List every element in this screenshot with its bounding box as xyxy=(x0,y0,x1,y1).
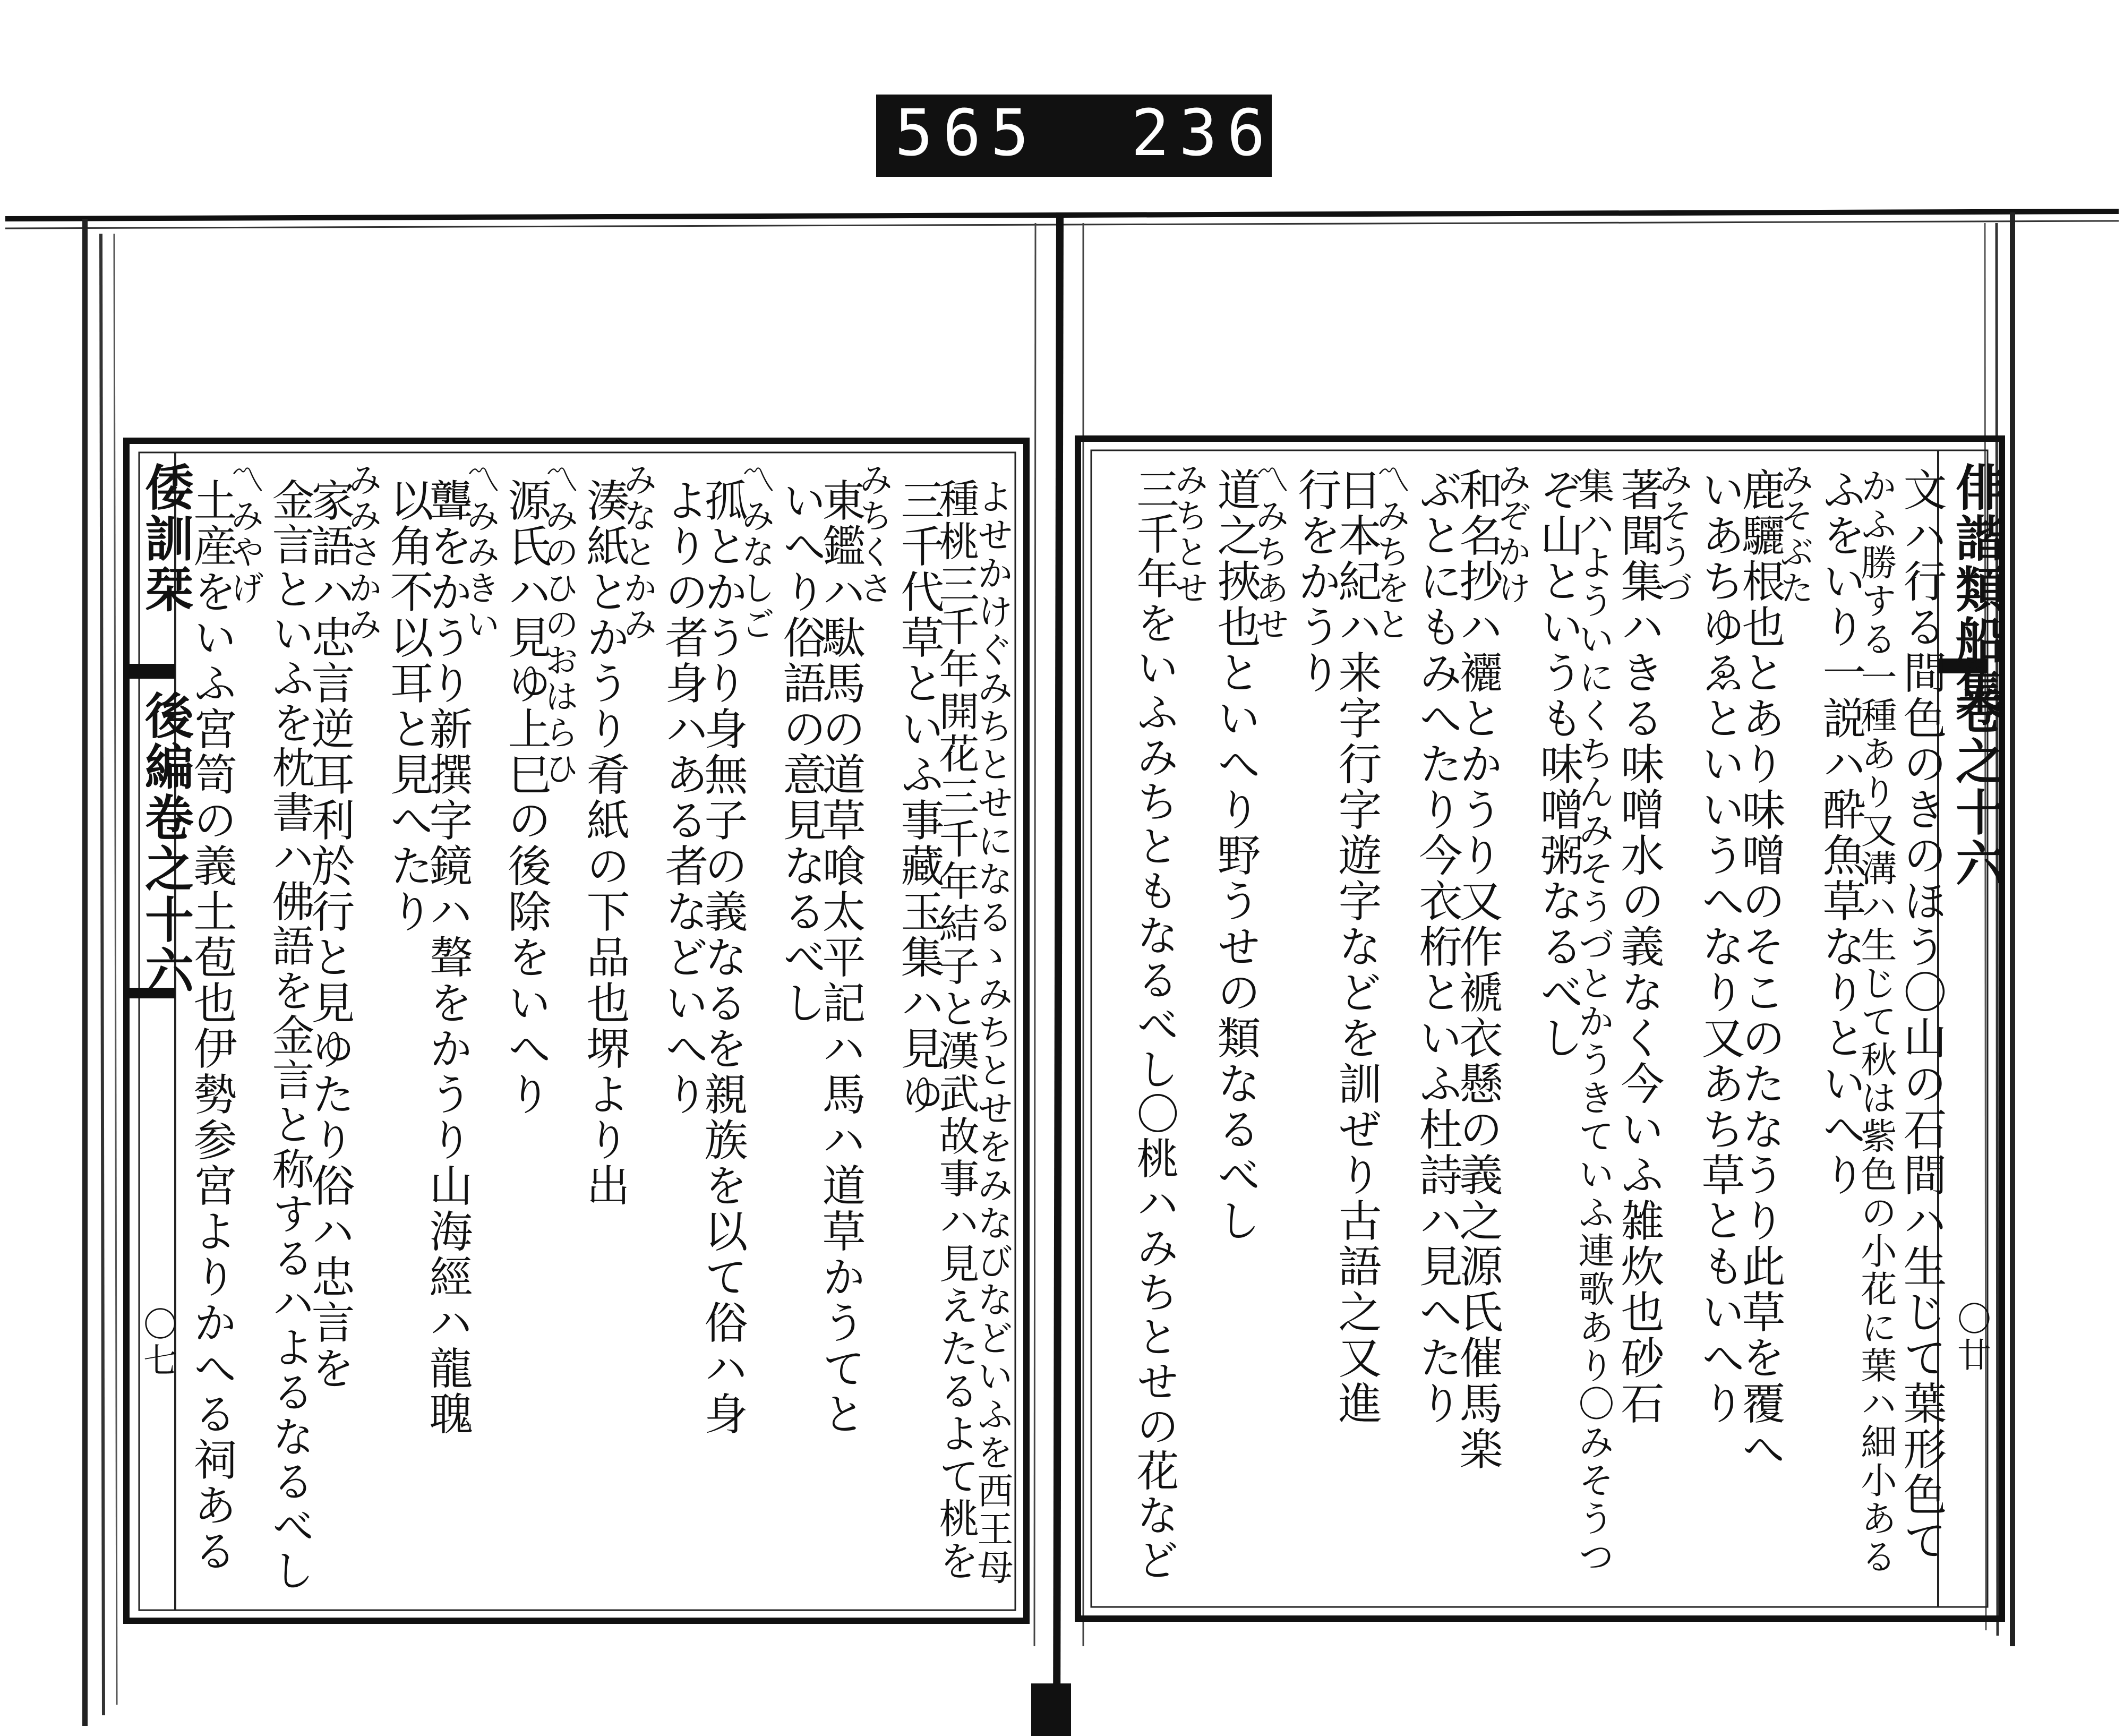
text-column: 鹿驪根也とあり味噌のそこのたなうり此草を覆へ xyxy=(1735,467,1785,1472)
text-column: 行をかうり xyxy=(1291,467,1341,696)
text-column: 家語ハ忠言逆耳利於行と見ゆたり俗ハ忠言を xyxy=(304,478,355,1391)
text-column: 聾をかうり新撰字鏡ハ聱をかうり山海經ハ龍聭 xyxy=(422,478,473,1437)
left-page-section: 後編卷之十六 xyxy=(137,690,194,996)
entry-heading: 〽みちあせ xyxy=(1249,462,1289,643)
text-column: 源氏ハ見ゆ上巳の後除をいへり xyxy=(501,478,551,1117)
entry-heading: 〽みやげ xyxy=(225,462,264,606)
text-column: よせかけぐみちとせになるゝみちとせをみなびなどいふを西王母 xyxy=(971,478,1013,1587)
text-column: 東鑑ハ駄馬の道草喰太平記ハ馬ハ道草かうてと xyxy=(815,478,866,1437)
text-column: 三千代草といふ事藏玉集ハ見ゆ xyxy=(894,478,944,1117)
text-column: 和名抄ハ襹とかうり又作褫衣懸の義之源氏催馬楽 xyxy=(1452,467,1503,1472)
text-column: 著聞集ハきる味噌水の義なく今いふ雑炊也砂石 xyxy=(1614,467,1664,1426)
text-column: 集ハよういにくちんみそうづとかうきていふ連歌あり〇みそうつ xyxy=(1572,467,1614,1576)
text-column: 土産をいふ宮笥の義土苞也伊勢参宮よりかへる祠ある xyxy=(186,478,237,1574)
text-column: いあちゆゑといいうへなり又あち草ともいへり xyxy=(1694,467,1745,1426)
text-column: 日本紀ハ来字行字遊字などを訓ぜり古語之又進 xyxy=(1331,467,1382,1426)
entry-heading: みちとせ xyxy=(1169,462,1208,606)
entry-heading: みそぶた xyxy=(1774,462,1813,606)
text-column: ふをいり一説ハ酔魚草なりといへり xyxy=(1815,467,1866,1198)
text-column: いへり俗語の意見なるべし xyxy=(776,478,826,1026)
entry-heading: みみさかみ xyxy=(342,462,382,643)
entry-heading: みなとかみ xyxy=(618,462,657,643)
text-column: 以角不以耳と見へたり xyxy=(383,478,433,935)
right-page-folio: 〇廿 xyxy=(1951,1301,1991,1373)
gutter-line xyxy=(1057,212,1060,1736)
text-column: 孤とかうり身無子の義なるを親族を以て俗ハ身 xyxy=(697,478,748,1437)
entry-heading: みそうづ xyxy=(1653,462,1692,606)
entry-heading: 〽みなしご xyxy=(735,462,775,643)
text-column: 湊紙とかうり肴紙の下品也堺より出 xyxy=(579,478,630,1209)
film-label-frame: 236. xyxy=(1131,97,1323,170)
text-column: 種桃三千年開花三千年結子と漢武故事ハ見えたるよて桃を xyxy=(932,478,980,1583)
film-label-reel: 565 xyxy=(895,97,1039,170)
right-page-title: 俳諧類船集 xyxy=(1948,462,2005,717)
text-column: 文ハ行る間色のきのほう〇山の石間ハ生じて葉形色て xyxy=(1896,467,1947,1563)
text-column: 道之挾也といへり野うせの類なるべし xyxy=(1210,467,1261,1244)
text-column: よりの者身ハある者などいへり xyxy=(658,478,708,1117)
text-column: ぞ山というも味噌粥なるべし xyxy=(1533,467,1583,1061)
left-page-folio: 〇七 xyxy=(138,1306,177,1379)
left-page-title: 倭訓栞 xyxy=(137,462,194,615)
text-column: 金言といふを枕書ハ佛語を金言と称するハよるなるべし xyxy=(265,478,314,1593)
text-column: 三千年をいふみちともなるべし〇桃ハみちとせの花など xyxy=(1129,467,1179,1583)
entry-heading: みぞかけ xyxy=(1492,462,1531,606)
gutter-clip xyxy=(1031,1683,1071,1736)
entry-heading: 〽みみきい xyxy=(460,462,500,643)
text-column: ぶとにもみへたり今衣桁といふ杜詩ハ見へたり xyxy=(1412,467,1462,1426)
text-column: かふ勝する一種あり又溝ハ生じて秋は紫色の小花に葉ハ細小ある xyxy=(1855,467,1897,1576)
entry-heading: 〽みちをと xyxy=(1371,462,1410,643)
right-page-section: 卷之十六 xyxy=(1948,685,2005,889)
entry-heading: 〽みのひのおはらひ xyxy=(539,462,578,787)
entry-heading: みちくさ xyxy=(853,462,893,606)
